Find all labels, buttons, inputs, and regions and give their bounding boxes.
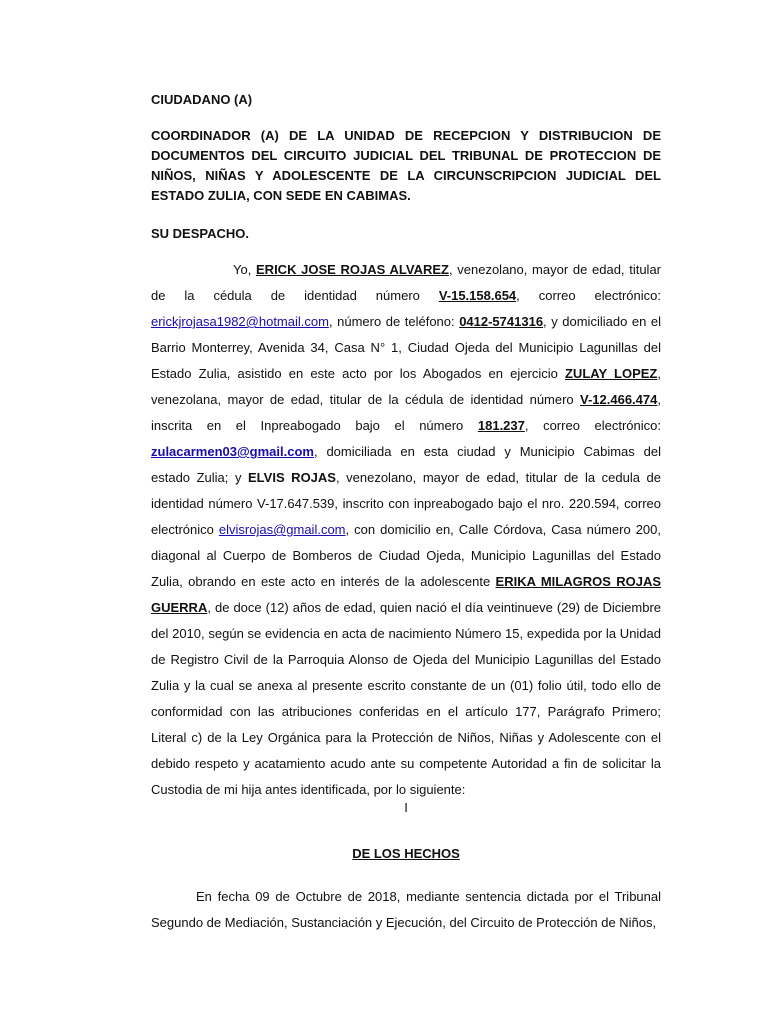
text-run: , venezolano, mayor de edad, titular de la cédula de identidad número [151, 262, 662, 303]
second-lawyer-name: ELVIS ROJAS [248, 470, 336, 485]
lawyer-email-link[interactable]: zulacarmen03@gmail.com [151, 444, 314, 459]
text-run: , con domicilio en, Calle Córdova, Casa número 200, diagonal al Cuerpo de Bomberos de Ciudad Ojeda, Municipio Lagunillas del Estado Zulia, obrando en este acto en interés de la adolescente [151, 522, 661, 589]
second-lawyer-email-link[interactable]: elvisrojas@gmail.com [218, 522, 346, 537]
text-run: Yo, [233, 262, 257, 277]
text-run: , correo electrónico: [524, 418, 661, 433]
text-run: , de doce (12) años de edad, quien nació el día veintinueve (29) de Diciembre del 2010, según se evidencia en acta de nacimiento Número 15, expedida por la Unidad de Registro Civil de la Parroquia Alonso de Ojeda del Municipio Lagunillas del Estado Zulia y la cual se anexa al presente escrito constante de un (01) folio útil, todo ello de conformidad con las atribuciones conferidas en el artículo 177, Parágrafo Primero; Literal c) de la Ley Orgánica para la Protección de Niños, Niñas y Adolescente con el debido respeto y acatamiento acudo ante su competente Autoridad a fin de solicitar la Custodia de mi hija antes identificada, por lo siguiente: [151, 600, 661, 797]
text-run: , venezolano, mayor de edad, titular de la cedula de identidad número V-17.647.539, inscrito con inpreabogado bajo el nro. 220.594, correo electrónico [151, 470, 661, 537]
office-line: SU DESPACHO. [151, 226, 249, 241]
addressee: CIUDADANO (A) [151, 92, 253, 107]
text-run: , domiciliada en esta ciudad y Municipio Cabimas del estado Zulia; y [151, 444, 661, 485]
text-run: , inscrita en el Inpreabogado bajo el número [151, 392, 661, 433]
petitioner-id: V-15.158.654 [438, 288, 517, 303]
petitioner-email-link[interactable]: erickjrojasa1982@hotmail.com [151, 314, 329, 329]
coordinator-heading: COORDINADOR (A) DE LA UNIDAD DE RECEPCION Y DISTRIBUCION DE DOCUMENTOS DEL CIRCUITO JUDICIAL DEL TRIBUNAL DE PROTECCION DE NIÑOS, NIÑAS Y ADOLESCENTE DE LA CIRCUNSCRIPCION JUDICIAL DEL ESTADO ZULIA, CON SEDE EN CABIMAS. [151, 128, 661, 203]
lawyer-name: ZULAY LOPEZ [564, 366, 658, 381]
text-run: , venezolana, mayor de edad, titular de la cédula de identidad número [151, 366, 661, 407]
lawyer-id: V-12.466.474 [580, 392, 658, 407]
lawyer-ipsa: 181.237 [477, 418, 525, 433]
text-run: , correo electrónico: [516, 288, 661, 303]
text-run: , y domiciliado en el Barrio Monterrey, Avenida 34, Casa N° 1, Ciudad Ojeda del Municipio Lagunillas del Estado Zulia, asistido en este acto por los Abogados en ejercicio [151, 314, 661, 381]
section-title: DE LOS HECHOS [352, 846, 460, 861]
petitioner-phone: 0412-5741316 [459, 314, 544, 329]
facts-paragraph: En fecha 09 de Octubre de 2018, mediante sentencia dictada por el Tribunal Segundo de Mediación, Sustanciación y Ejecución, del Circuito de Protección de Niños, [151, 889, 661, 930]
minor-name: ERIKA MILAGROS ROJAS GUERRA [151, 574, 662, 615]
petitioner-name: ERICK JOSE ROJAS ALVAREZ [256, 262, 449, 277]
text-run: , número de teléfono: [328, 314, 460, 329]
section-number: I [404, 800, 408, 815]
intro-paragraph [151, 257, 661, 803]
